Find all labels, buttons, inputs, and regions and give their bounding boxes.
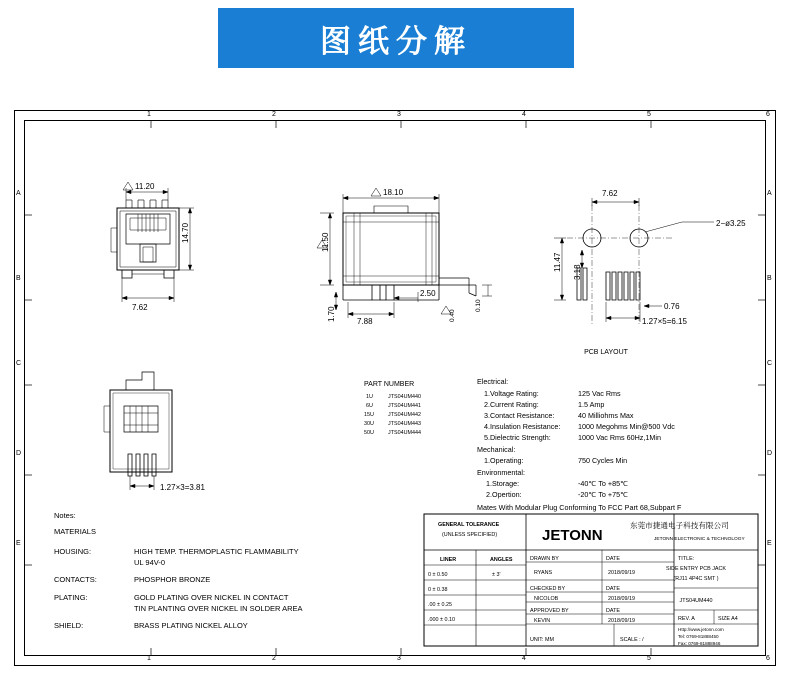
dim-pcb-shield-offset: 3.18 — [573, 264, 582, 280]
view-pcb-layout — [567, 205, 714, 325]
title-block-text — [428, 520, 746, 646]
notes-value2-0: UL 94V-0 — [134, 558, 165, 567]
ruler-top-6: 6 — [766, 111, 770, 118]
signoff-role-0: DRAWN BY — [530, 556, 559, 562]
signoff-date-label-0: DATE — [606, 556, 620, 562]
spec-electrical-value-1: 1.5 Amp — [578, 400, 605, 409]
ruler-right-c: C — [767, 360, 773, 367]
ruler-bottom-4: 4 — [522, 655, 526, 662]
part-number-code-0: JTS04UM440 — [388, 394, 421, 400]
view-front-dimensions — [122, 182, 194, 312]
part-number-plating-4: 50U — [364, 430, 374, 436]
dim-pcb-holes: 2−ø3.25 — [716, 219, 746, 228]
tolerance-heading: GENERAL TOLERANCE — [438, 522, 500, 528]
tolerance-liner-2: .00 ± 0.25 — [428, 602, 452, 608]
spec-electrical-label-1: 2.Current Rating: — [484, 400, 539, 409]
spec-environmental-value-0: -40℃ To +85℃ — [578, 479, 629, 488]
spec-environmental-heading: Environmental: — [477, 468, 525, 477]
ruler-top-4: 4 — [522, 111, 526, 118]
ruler-right-a: A — [767, 190, 772, 197]
notes-label-2: PLATING: — [54, 593, 88, 602]
drawing-title-line1: SIDE ENTRY PCB JACK — [665, 566, 727, 572]
ruler-top-3: 3 — [397, 111, 401, 118]
dim-pcb-pad-pitch: 1.27×5=6.15 — [642, 317, 687, 326]
signoff-date-label-1: DATE — [606, 586, 620, 592]
scale-label: SCALE : / — [620, 637, 644, 643]
spec-environmental-value-1: -20℃ To +75℃ — [578, 490, 629, 499]
notes-label-0: HOUSING: — [54, 547, 92, 556]
ruler-left-e: E — [16, 540, 21, 547]
tolerance-sub: (UNLESS SPECIFIED) — [442, 532, 498, 538]
brand-logo: JETONN — [542, 527, 603, 544]
notes-block — [54, 511, 303, 630]
ruler-bottom-2: 2 — [272, 655, 276, 662]
dim-pcb-pad-width: 0.76 — [664, 302, 680, 311]
spec-electrical-label-3: 4.Insulation Resistance: — [484, 422, 561, 431]
unit-label: UNIT: MM — [530, 637, 554, 643]
dim-side-height: 11.50 — [321, 232, 330, 252]
spec-electrical-value-2: 40 Milliohms Max — [578, 411, 634, 420]
spec-electrical-label-2: 3.Contact Resistance: — [484, 411, 555, 420]
ruler-bottom-3: 3 — [397, 655, 401, 662]
company-website: Http://www.jetonn.com — [678, 627, 724, 632]
dim-side-lead-width: 0.40 — [449, 309, 456, 322]
tolerance-liner-0: 0 ± 0.50 — [428, 572, 448, 578]
ruler-left-a: A — [16, 190, 21, 197]
ruler-left-b: B — [16, 275, 21, 282]
dim-side-pin-gap: 2.50 — [420, 289, 436, 298]
tolerance-liner-1: 0 ± 0.38 — [428, 587, 448, 593]
specification-block — [477, 377, 682, 512]
dim-side-width: 18.10 — [383, 188, 404, 197]
company-fax: Fax: 0769-81888946 — [678, 641, 721, 646]
signoff-role-2: APPROVED BY — [530, 608, 569, 614]
spec-electrical-value-4: 1000 Vac Rms 60Hz,1Min — [578, 433, 661, 442]
dim-side-tail-height: 1.70 — [327, 306, 336, 322]
signoff-name-1: NICOLOB — [534, 596, 559, 602]
spec-mechanical-value-0: 750 Cycles Min — [578, 456, 628, 465]
part-number-code-1: JTS04UM441 — [388, 403, 421, 409]
ruler-bottom-1: 1 — [147, 655, 151, 662]
signoff-name-2: KEVIN — [534, 618, 551, 624]
part-number-block — [364, 381, 421, 436]
part-number-plating-3: 30U — [364, 421, 374, 427]
dim-pcb-vertical: 11.47 — [553, 252, 562, 272]
signoff-date-2: 2018/09/19 — [608, 618, 635, 624]
part-number-plating-1: 6U — [366, 403, 373, 409]
ruler-top-2: 2 — [272, 111, 276, 118]
part-number-code-4: JTS04UM444 — [388, 430, 421, 436]
part-number-plating-0: 1U — [366, 394, 373, 400]
drawing-sheet — [14, 110, 776, 666]
spec-footer: Mates With Modular Plug Conforming To FCC Part 68,Subpart F — [477, 503, 682, 512]
signoff-name-0: RYANS — [534, 570, 553, 576]
view-bottom-dimensions — [130, 476, 205, 492]
tolerance-liner-3: .000 ± 0.10 — [428, 617, 455, 623]
size-label: SIZE A4 — [718, 616, 738, 622]
company-name-en: JETONN ELECTRONIC & TECHNOLOGY — [654, 537, 745, 542]
title-label: TITLE: — [678, 556, 695, 562]
company-tel: Tel: 0769-81888450 — [678, 634, 719, 639]
notes-value2-2: TIN PLANTING OVER NICKEL IN SOLDER AREA — [134, 604, 303, 613]
banner-title: 图纸分解 — [320, 23, 472, 60]
spec-environmental-label-1: 2.Opertion: — [486, 490, 522, 499]
notes-value-2: GOLD PLATING OVER NICKEL IN CONTACT — [134, 593, 289, 602]
spec-electrical-heading: Electrical: — [477, 377, 509, 386]
ruler-right-b: B — [767, 275, 772, 282]
pcb-layout-title: PCB LAYOUT — [584, 349, 628, 356]
notes-materials-heading: MATERIALS — [54, 527, 96, 536]
view-bottom — [104, 372, 172, 476]
view-front — [111, 200, 179, 278]
ruler-left-d: D — [16, 450, 22, 457]
ruler-bottom-5: 5 — [647, 655, 651, 662]
dim-front-height: 14.70 — [181, 222, 190, 243]
part-number-plating-2: 15U — [364, 412, 374, 418]
spec-electrical-value-0: 125 Vac Rms — [578, 389, 621, 398]
dim-bottom-pitch: 1.27×3=3.81 — [160, 483, 205, 492]
notes-label-3: SHIELD: — [54, 621, 84, 630]
company-name-cn: 东莞市捷通电子科技有限公司 — [630, 521, 729, 530]
ruler-right-e: E — [767, 540, 772, 547]
spec-mechanical-label-0: 1.Operating: — [484, 456, 524, 465]
dim-side-thickness: 0.10 — [475, 299, 482, 312]
dim-front-width: 11.20 — [135, 182, 155, 191]
ruler-left-c: C — [16, 360, 22, 367]
notes-label-1: CONTACTS: — [54, 575, 97, 584]
spec-electrical-label-4: 5.Dielectric Strength: — [484, 433, 551, 442]
signoff-date-label-2: DATE — [606, 608, 620, 614]
ruler-top-1: 1 — [147, 111, 151, 118]
part-number-code-3: JTS04UM443 — [388, 421, 421, 427]
ruler-bottom-6: 6 — [766, 655, 770, 662]
spec-environmental-label-0: 1.Storage: — [486, 479, 520, 488]
part-number-code-2: JTS04UM442 — [388, 412, 421, 418]
dim-front-pitch: 7.62 — [132, 303, 148, 312]
drawing-title-line2: (RJ11 4P4C SMT ) — [673, 576, 719, 582]
page-banner — [218, 8, 574, 68]
spec-mechanical-heading: Mechanical: — [477, 445, 516, 454]
spec-electrical-label-0: 1.Voltage Rating: — [484, 389, 539, 398]
drawing-graphics — [14, 110, 776, 666]
notes-heading: Notes: — [54, 511, 76, 520]
tolerance-angles-0: ± 3' — [492, 572, 501, 578]
view-pcb-dimensions — [553, 189, 746, 356]
view-side — [343, 206, 476, 300]
ruler-right-d: D — [767, 450, 773, 457]
signoff-date-0: 2018/09/19 — [608, 570, 635, 576]
tolerance-col-liner: LINER — [440, 557, 457, 563]
notes-value-0: HIGH TEMP. THERMOPLASTIC FLAMMABILITY — [134, 547, 299, 556]
revision-label: REV. A — [678, 616, 695, 622]
part-number-label: JTS04UM440 — [679, 598, 713, 604]
spec-electrical-value-3: 1000 Megohms Min@500 Vdc — [578, 422, 675, 431]
tolerance-col-angles: ANGLES — [490, 557, 513, 563]
dim-pcb-hole-pitch: 7.62 — [602, 189, 618, 198]
notes-value-1: PHOSPHOR BRONZE — [134, 575, 211, 584]
dim-side-span: 7.88 — [357, 317, 373, 326]
notes-value-3: BRASS PLATING NICKEL ALLOY — [134, 621, 248, 630]
part-number-heading: PART NUMBER — [364, 381, 415, 388]
signoff-date-1: 2018/09/19 — [608, 596, 635, 602]
signoff-role-1: CHECKED BY — [530, 586, 566, 592]
ruler-top-5: 5 — [647, 111, 651, 118]
